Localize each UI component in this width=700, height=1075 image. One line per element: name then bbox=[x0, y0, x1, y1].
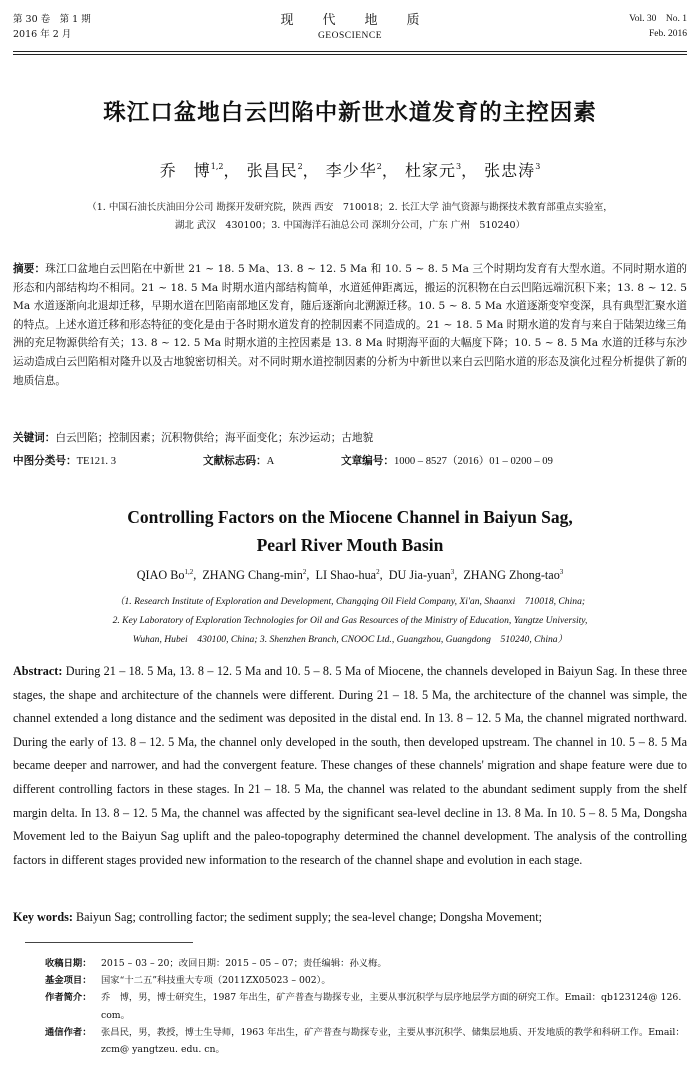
keywords-cn bbox=[13, 429, 687, 447]
abstract-cn bbox=[13, 260, 687, 390]
footnote-funding: 基金项目： 国家“十二五”科技重大专项（2011ZX05023 – 002）。 bbox=[45, 975, 331, 987]
running-header bbox=[0, 12, 700, 46]
footnote-rule bbox=[25, 942, 193, 943]
footnote-received: 收稿日期： 2015 – 03 – 20；改回日期：2015 – 05 – 07；责任编辑：孙义梅。 bbox=[45, 958, 387, 969]
author-cn: 杜家元$^3$ bbox=[404, 161, 462, 180]
keywords-cn-text: 白云凹陷；控制因素；沉积物供给；海平面变化；东沙运动；古地貌 bbox=[55, 432, 374, 444]
header-volume-cn: 第 30 卷 第 1 期 bbox=[13, 14, 91, 25]
keywords-cn-label: 关键词： bbox=[13, 432, 56, 444]
article-number: 文章编号：1000 – 8527（2016）01 – 0200 – 09 bbox=[341, 455, 553, 467]
clc-number: 中图分类号：TE121. 3 bbox=[13, 455, 116, 467]
author-en: LI Shao-hua$^2$ bbox=[315, 568, 380, 582]
affiliation-line: 湖北 武汉 430100；3. 中国海洋石油总公司 深圳分公司，广东 广州 510240） bbox=[174, 220, 526, 231]
footnote-corresponding: 通信作者： 张昌民，男，教授，博士生导师，1963 年出生，矿产普查与勘探专业，主要从事沉积学、储集层地质、开发地质的教学和科研工作。Email：zcm@ yangtzeu. edu. cn。 bbox=[45, 1026, 685, 1056]
journal-name-cn: 现 代 地 质 bbox=[280, 13, 428, 28]
header-rule-thick bbox=[13, 51, 687, 52]
author-en: QIAO Bo$^{1,2}$ bbox=[136, 568, 194, 582]
author-cn: 李少华$^2$ bbox=[325, 161, 382, 180]
affiliations-en bbox=[0, 593, 700, 649]
affiliation-en-line: （1. Research Institute of Exploration and Development, Changqing Oil Field Company, Xi'an, Shaanxi 710018, China; bbox=[114, 596, 586, 607]
authors-en: QIAO Bo$^{1,2}$, ZHANG Chang-$\min^2$, LI Shao-hua$^2$, DU Jia-yuan$^3$, ZHANG Zhong-tao$^3$ bbox=[136, 568, 564, 582]
footnotes bbox=[45, 955, 685, 1058]
authors-cn: 乔 博$^{1,2}$， 张昌民$^2$， 李少华$^2$， 杜家元$^3$， 张忠涛$^3$ bbox=[159, 161, 541, 180]
affiliations-cn bbox=[0, 199, 700, 235]
title-en-line2: Pearl River Mouth Basin bbox=[256, 535, 444, 555]
abstract-cn-label: 摘要： bbox=[13, 263, 46, 275]
title-en bbox=[0, 503, 700, 559]
author-cn: 乔 博$^{1,2}$ bbox=[159, 161, 224, 180]
header-rule-thin bbox=[13, 54, 687, 55]
author-cn: 张忠涛$^3$ bbox=[484, 161, 541, 180]
author-en: ZHANG Chang-$\min^2$ bbox=[202, 568, 307, 582]
keywords-en-label: Key words: bbox=[13, 910, 73, 924]
affiliation-line: （1. 中国石油长庆油田分公司 勘探开发研究院，陕西 西安 710018；2. 长江大学 油气资源与勘探技术教育部重点实验室， bbox=[87, 202, 613, 213]
footnote-author-bio: 作者简介： 乔 博，男，博士研究生，1987 年出生，矿产普查与勘探专业，主要从事沉积学与层序地层学方面的研究工作。Email：qb123124@ 126. com。 bbox=[45, 992, 682, 1021]
author-en: DU Jia-yuan$^3$ bbox=[388, 568, 455, 582]
abstract-en-text: During 21 – 18. 5 Ma, 13. 8 – 12. 5 Ma and 10. 5 – 8. 5 Ma of Miocene, the channels developed in Baiyun Sag. In these three stages, the shape and architecture of the channels were different. During 21 – 18. 5 Ma, the architecture of the channel was simple, the channel extended a long distance and the sediment was deposited in the distal end. In 13. 8 – 12. 5 Ma, the channel migrated northward. During the early of 13. 8 – 12. 5 Ma, the channel only developed in the south, then developed upstream. The channel in 10. 5 – 8. 5 Ma became deeper and narrower, and had the convergent feature. These changes of these channels' migration and shape feature were due to different controlling factors in these stages. In 21 – 18. 5 Ma, the channel was related to the abundant sediment supply from the shelf margin delta. In 13. 8 – 12. 5 Ma, the channel was affected by the significant sea-level decline in 13. 8 Ma. In 10. 5 – 8. 5 Ma, Dongsha Movement led to the Baiyun Sag uplift and the paleo-topography determined the channel development. The analysis of the controlling factors in different stages provided new information to the research of the channel shape and evolution in each stage. bbox=[13, 664, 687, 867]
header-center bbox=[0, 12, 700, 43]
header-right bbox=[629, 12, 687, 42]
keywords-en-text: Baiyun Sag; controlling factor; the sediment supply; the sea-level change; Dongsha Movement; bbox=[72, 910, 543, 924]
affiliation-en-line: 2. Key Laboratory of Exploration Technologies for Oil and Gas Resources of the Ministry of Education, Yangtze University, bbox=[112, 614, 588, 626]
title-en-line1: Controlling Factors on the Miocene Channel in Baiyun Sag, bbox=[127, 507, 573, 527]
header-date-en: Feb. 2016 bbox=[649, 29, 687, 39]
header-volume-en: Vol. 30 No. 1 bbox=[629, 14, 687, 24]
title-cn: 珠江口盆地白云凹陷中新世水道发育的主控因素 bbox=[103, 100, 597, 126]
journal-name-en: GEOSCIENCE bbox=[317, 31, 383, 41]
author-en: ZHANG Zhong-tao$^3$ bbox=[463, 568, 564, 582]
abstract-en-label: Abstract: bbox=[13, 664, 63, 678]
header-date-cn: 2016 年 2 月 bbox=[13, 29, 72, 40]
affiliation-en-line: Wuhan, Hubei 430100, China; 3. Shenzhen Branch, CNOOC Ltd., Guangzhou, Guangdong 510240, China） bbox=[132, 633, 568, 645]
keywords-en bbox=[13, 906, 687, 929]
abstract-cn-text: 珠江口盆地白云凹陷在中新世 21 ~ 18. 5 Ma、13. 8 ~ 12. 5 Ma 和 10. 5 ~ 8. 5 Ma 三个时期均发育有大型水道。不同时期水道的形态和内部结构均不相同。21 ~ 18. 5 Ma 时期水道内部结构简单，水道延伸距离远，搬运的沉积物在白云凹陷远端沉积下来；13. 8 ~ 12. 5 Ma 水道逐渐向北退却迁移，早期水道在凹陷南部地区发育，随后逐渐向北溯源迁移。10. 5 ~ 8. 5 Ma 水道逐渐变窄变深，具有典型汇聚水道的特点。上述水道迁移和形态特征的变化是由于各时期水道发育的控制因素不同造成的。21 ~ 18. 5 Ma 时期水道的发育与来自于陆架边缘三角洲的充足物源供给有关；13. 8 ~ 12. 5 Ma 时期水道的主控因素是 13. 8 Ma 时期海平面的大幅度下降；10. 5 ~ 8. 5 Ma 水道的迁移与东沙运动造成白云凹陷相对隆升以及古地貌密切相关。对不同时期水道控制因素的分析为中新世以来白云凹陷水道的形态及演化过程分析提供了新的地质信息。 bbox=[13, 263, 687, 387]
author-cn: 张昌民$^2$ bbox=[246, 161, 303, 180]
document-code: 文献标志码：A bbox=[203, 455, 275, 467]
abstract-en bbox=[13, 660, 687, 872]
